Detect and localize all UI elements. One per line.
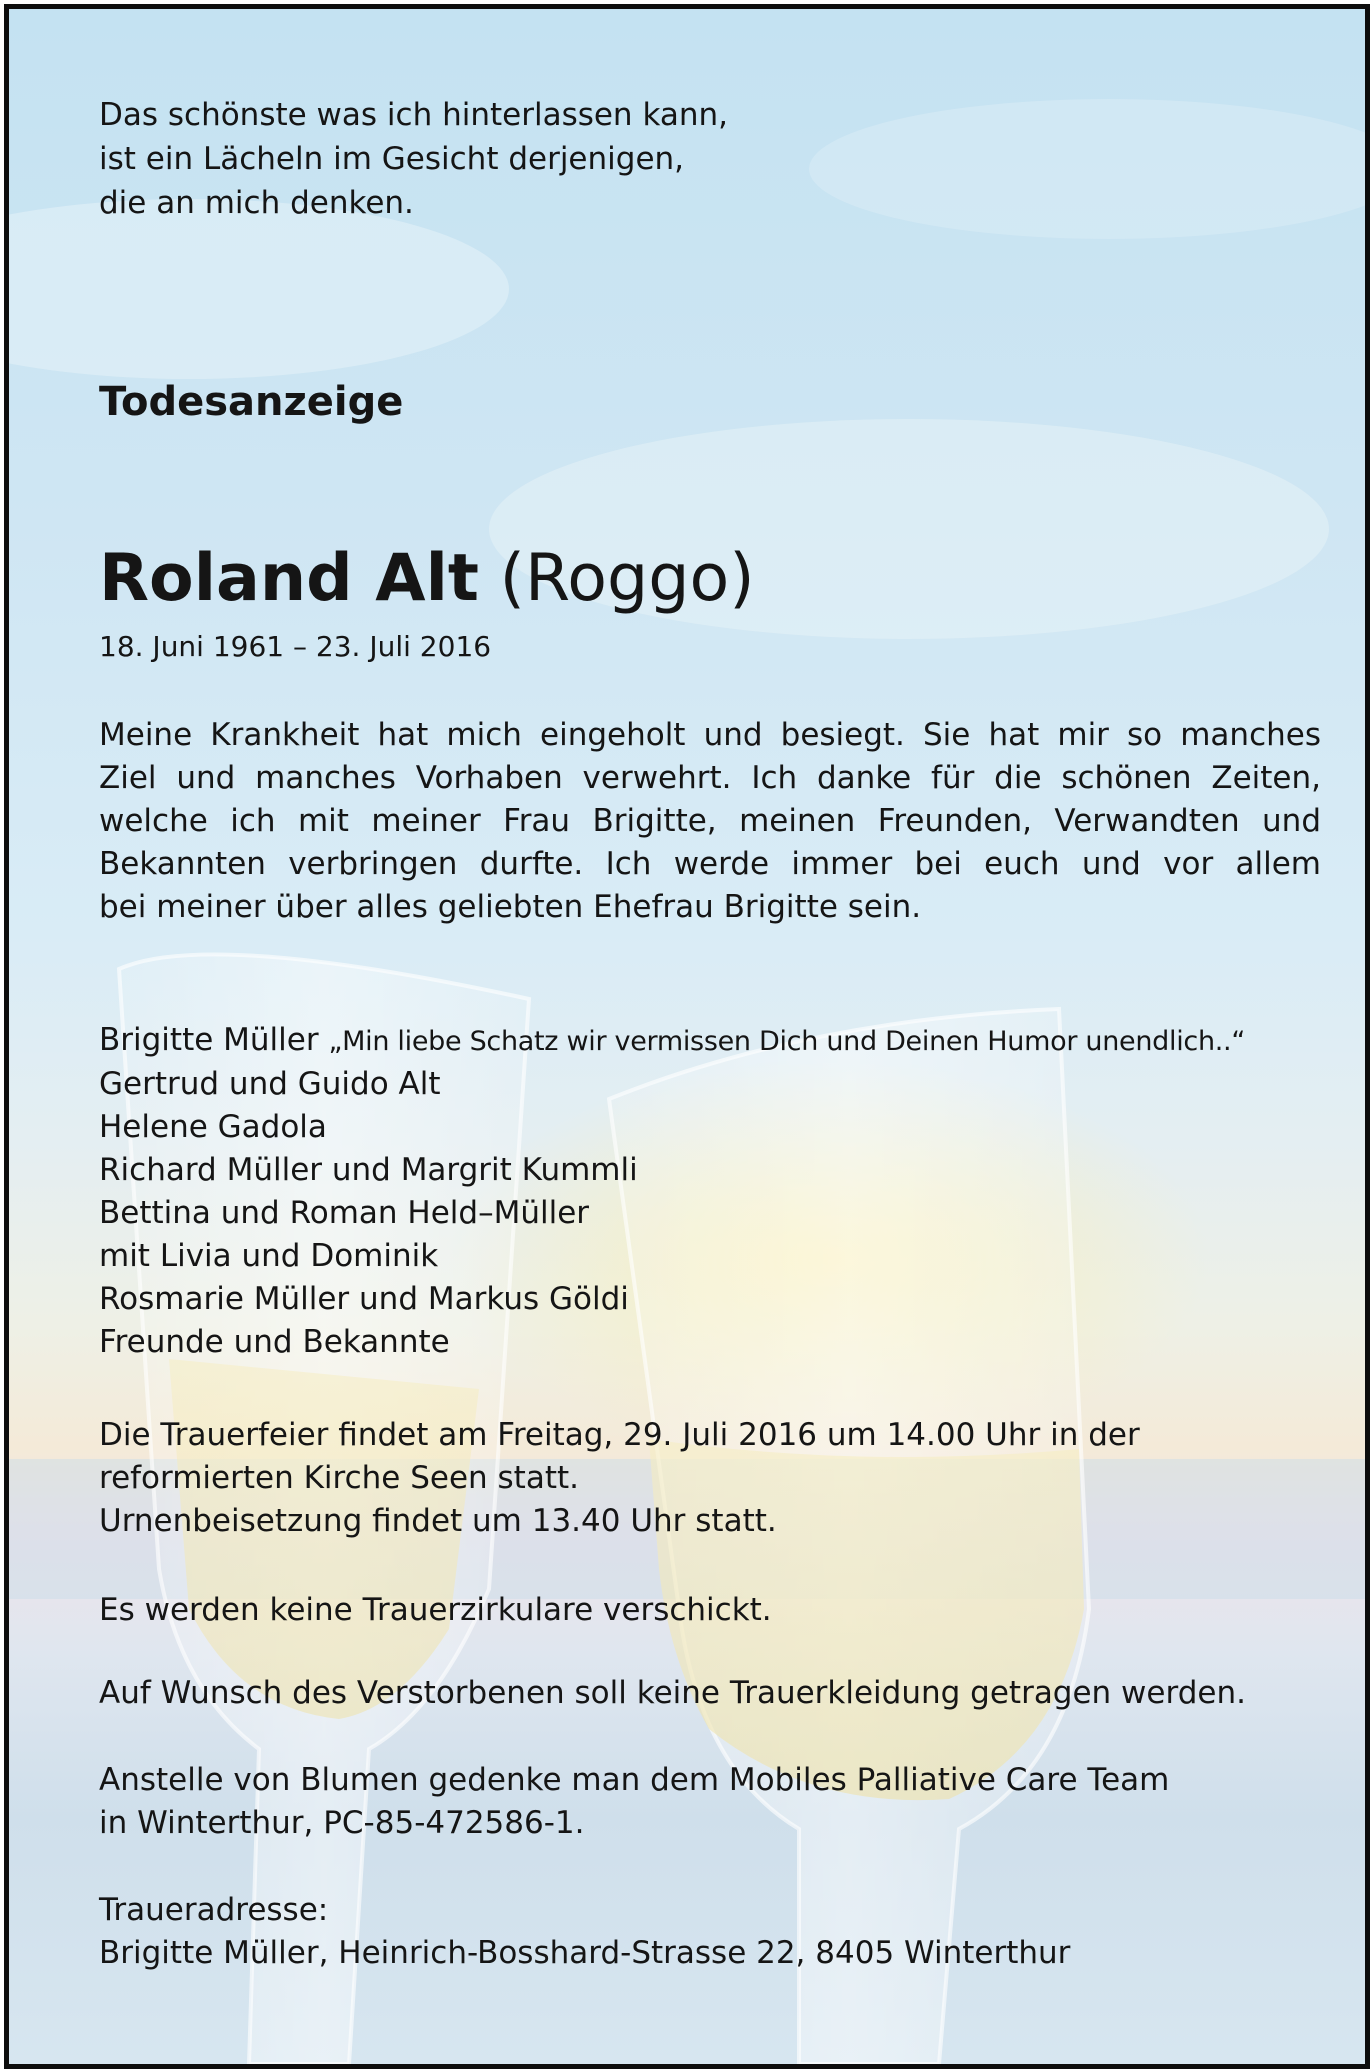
deceased-name: Roland Alt — [99, 541, 479, 616]
mourner-quote: „Min liebe Schatz wir vermissen Dich und Deinen Humor unendlich..“ — [328, 1026, 1246, 1057]
donation-line: Anstelle von Blumen gedenke man dem Mobiles Palliative Care Team — [99, 1762, 1170, 1798]
message-line: welche ich mit meiner Frau Brigitte, meinen Freunden, Verwandten und — [99, 803, 1321, 839]
mourner-row-first — [99, 1019, 1245, 1063]
clothing-note — [99, 1672, 1246, 1715]
mourner-name: Helene Gadola — [99, 1109, 327, 1145]
mourner-name: Brigitte Müller — [99, 1022, 319, 1058]
motto-line: Das schönste was ich hinterlassen kann, — [99, 97, 728, 133]
message-line: Ziel und manches Vorhaben verwehrt. Ich danke für die schönen Zeiten, — [99, 760, 1321, 796]
message-line: Meine Krankheit hat mich eingeholt und besiegt. Sie hat mir so manches — [99, 717, 1321, 753]
notice-heading: Todesanzeige — [99, 379, 404, 425]
ceremony-line: reformierten Kirche Seen statt. — [99, 1460, 579, 1496]
circular-note-text: Es werden keine Trauerzirkulare verschickt. — [99, 1592, 772, 1628]
donation-note — [99, 1759, 1169, 1845]
message-line: Bekannten verbringen durfte. Ich werde immer bei euch und vor allem — [99, 846, 1321, 882]
ceremony-info — [99, 1414, 1140, 1543]
mourner-name: Bettina und Roman Held–Müller — [99, 1195, 590, 1231]
farewell-message — [99, 714, 1321, 929]
deceased-nickname: (Roggo) — [499, 541, 755, 616]
motto-line: ist ein Lächeln im Gesicht derjenigen, — [99, 141, 685, 177]
mourner-name: Rosmarie Müller und Markus Göldi — [99, 1281, 629, 1317]
mourner-name: mit Livia und Dominik — [99, 1238, 439, 1274]
motto-quote — [99, 93, 728, 225]
mourner-name: Richard Müller und Margrit Kummli — [99, 1152, 638, 1188]
ceremony-line: Urnenbeisetzung findet um 13.40 Uhr statt. — [99, 1503, 777, 1539]
message-line: bei meiner über alles geliebten Ehefrau Brigitte sein. — [99, 889, 922, 925]
clothing-note-text: Auf Wunsch des Verstorbenen soll keine Trauerkleidung getragen werden. — [99, 1675, 1246, 1711]
donation-line: in Winterthur, PC-85-472586-1. — [99, 1805, 585, 1841]
ceremony-line: Die Trauerfeier findet am Freitag, 29. Juli 2016 um 14.00 Uhr in der — [99, 1417, 1140, 1453]
mourners-list — [99, 1019, 1245, 1364]
mourner-name: Gertrud und Guido Alt — [99, 1066, 441, 1102]
circular-note — [99, 1589, 772, 1632]
mourner-name: Freunde und Bekannte — [99, 1324, 450, 1360]
address-line: Brigitte Müller, Heinrich-Bosshard-Strasse 22, 8405 Winterthur — [99, 1935, 1071, 1971]
motto-line: die an mich denken. — [99, 185, 414, 221]
deceased-name-line — [99, 539, 755, 619]
mourning-address — [99, 1889, 1070, 1975]
address-label: Traueradresse: — [99, 1892, 329, 1928]
life-dates: 18. Juni 1961 – 23. Juli 2016 — [99, 630, 492, 663]
death-notice — [4, 4, 1370, 2069]
